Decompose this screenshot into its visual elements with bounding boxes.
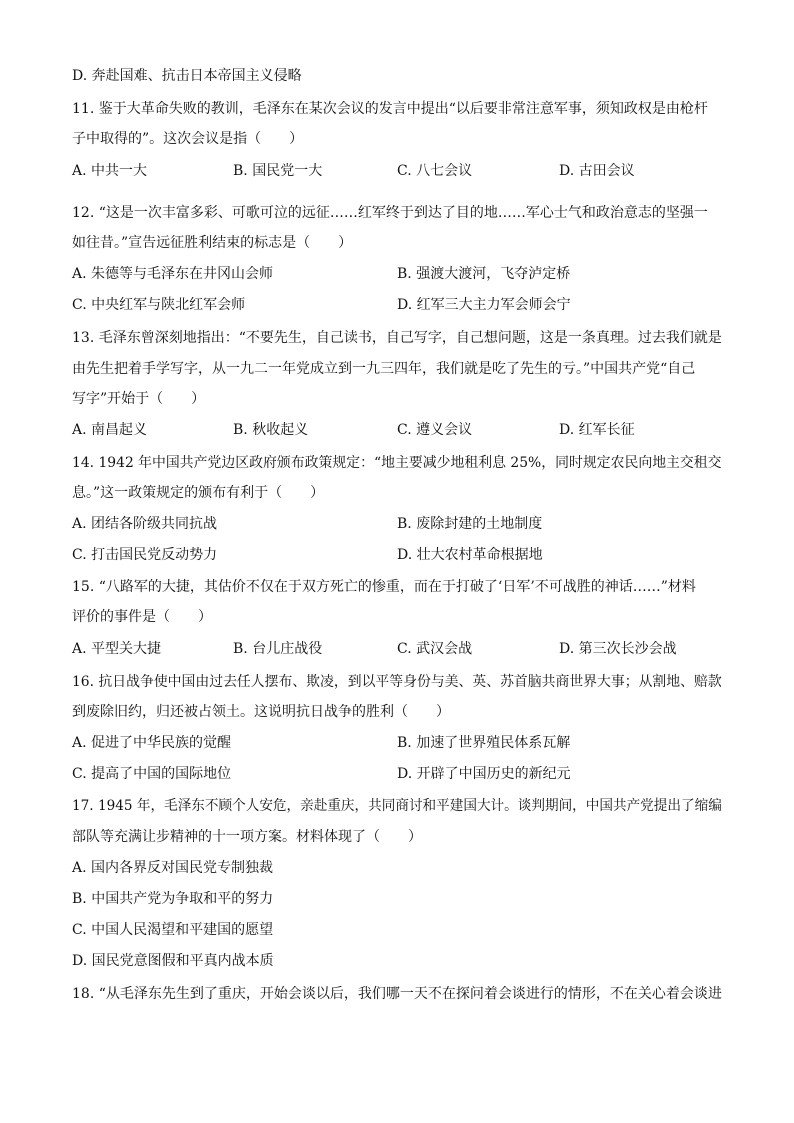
q16-stem-line-2: 到废除旧约，归还被占领土。这说明抗日战争的胜利（ ） xyxy=(72,704,450,720)
q11-option-d: D. 古田会议 xyxy=(559,163,635,179)
q13-stem-line-3: 写字”开始于（ ） xyxy=(72,391,206,407)
q16-stem-line-1: 16. 抗日战争使中国由过去任人摆布、欺凌，到以平等身份与美、英、苏首脑共商世界大事；从割地、赔款 xyxy=(72,674,722,690)
q17-option-b: B. 中国共产党为争取和平的努力 xyxy=(72,891,274,907)
q12-option-a: A. 朱德等与毛泽东在井冈山会师 xyxy=(72,266,274,282)
q17-option-d: D. 国民党意图假和平真内战本质 xyxy=(72,953,274,969)
q16-option-d: D. 开辟了中国历史的新纪元 xyxy=(397,766,571,782)
q15-option-d: D. 第三次长沙会战 xyxy=(559,641,677,657)
q11-stem-line-2: 子中取得的”。这次会议是指（ ） xyxy=(72,131,304,147)
q11-option-b: B. 国民党一大 xyxy=(233,163,323,179)
q12-option-d: D. 红军三大主力军会师会宁 xyxy=(397,297,571,313)
q15-option-b: B. 台儿庄战役 xyxy=(233,641,323,657)
q12-stem-line-2: 如往昔。”宣告远征胜利结束的标志是（ ） xyxy=(72,235,353,251)
q13-stem-line-2: 由先生把着手学写字，从一九二一年党成立到一九三四年，我们就是吃了先生的亏。”中国共产党“自己 xyxy=(72,361,696,377)
q16-option-b: B. 加速了世界殖民体系瓦解 xyxy=(397,735,571,751)
q16-option-a: A. 促进了中华民族的觉醒 xyxy=(72,735,232,751)
q14-stem-line-1: 14. 1942 年中国共产党边区政府颁布政策规定：“地主要减少地租利息 25%，同时规定农民向地主交租交 xyxy=(72,455,722,471)
q10-option-d: D. 奔赴国难、抗击日本帝国主义侵略 xyxy=(72,68,302,84)
q14-option-c: C. 打击国民党反动势力 xyxy=(72,547,218,563)
q13-option-b: B. 秋收起义 xyxy=(233,422,309,438)
q15-stem-line-1: 15. “八路军的大捷，其估价不仅在于双方死亡的惨重，而在于打破了‘日军’不可战胜的神话……”材料 xyxy=(72,579,696,595)
q18-stem-line-1: 18. “从毛泽东先生到了重庆，开始会谈以后，我们哪一天不在探问着会谈进行的情形，不在关心着会谈进 xyxy=(72,986,722,1002)
q17-stem-line-1: 17. 1945 年，毛泽东不顾个人安危，亲赴重庆，共同商讨和平建国大计。谈判期间，中国共产党提出了缩编 xyxy=(72,798,722,814)
q12-stem-line-1: 12. “这是一次丰富多彩、可歌可泣的远征……红军终于到达了目的地……军心士气和政治意志的坚强一 xyxy=(72,205,708,221)
q11-option-c: C. 八七会议 xyxy=(397,163,473,179)
q15-option-a: A. 平型关大捷 xyxy=(72,641,162,657)
q12-option-b: B. 强渡大渡河，飞夺泸定桥 xyxy=(397,266,571,282)
q14-option-d: D. 壮大农村革命根据地 xyxy=(397,547,543,563)
q14-option-b: B. 废除封建的土地制度 xyxy=(397,516,543,532)
q13-stem-line-1: 13. 毛泽东曾深刻地指出：“不要先生，自己读书，自己写字，自己想问题，这是一条真理。过去我们就是 xyxy=(72,330,722,346)
q14-stem-line-2: 息。”这一政策规定的颁布有利于（ ） xyxy=(72,485,325,501)
q13-option-c: C. 遵义会议 xyxy=(397,422,473,438)
q13-option-a: A. 南昌起义 xyxy=(72,422,148,438)
q11-stem-line-1: 11. 鉴于大革命失败的教训，毛泽东在某次会议的发言中提出“以后要非常注意军事，须知政权是由枪杆 xyxy=(72,101,708,117)
q16-option-c: C. 提高了中国的国际地位 xyxy=(72,766,232,782)
q12-option-c: C. 中央红军与陕北红军会师 xyxy=(72,297,246,313)
q17-stem-line-2: 部队等充满让步精神的十一项方案。材料体现了（ ） xyxy=(72,829,422,845)
q17-option-a: A. 国内各界反对国民党专制独裁 xyxy=(72,860,274,876)
q13-option-d: D. 红军长征 xyxy=(559,422,635,438)
q17-option-c: C. 中国人民渴望和平建国的愿望 xyxy=(72,922,274,938)
q11-option-a: A. 中共一大 xyxy=(72,163,148,179)
q15-stem-line-2: 评价的事件是（ ） xyxy=(72,609,212,625)
q14-option-a: A. 团结各阶级共同抗战 xyxy=(72,516,218,532)
q15-option-c: C. 武汉会战 xyxy=(397,641,473,657)
